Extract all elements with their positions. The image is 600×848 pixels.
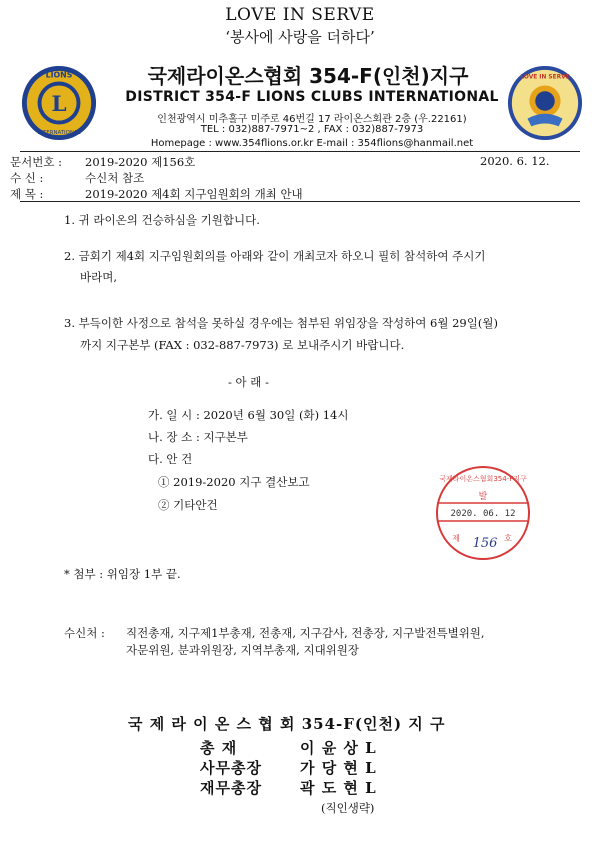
paragraph-2-line-2: 바라며, bbox=[80, 270, 117, 284]
signature-secretary-name: 가 당 현 L bbox=[300, 759, 377, 777]
svg-text:제: 제 bbox=[452, 534, 460, 543]
seal-omitted-note: (직인생략) bbox=[321, 801, 375, 815]
paragraph-3-line-2: 까지 지구본부 (FAX : 032-887-7973) 로 보내주시기 바랍니다. bbox=[80, 338, 405, 352]
doc-date: 2020. 6. 12. bbox=[480, 154, 550, 168]
agenda-item-1: ① 2019-2020 지구 결산보고 bbox=[158, 475, 310, 489]
paragraph-1: 1. 귀 라이온의 건승하심을 기원합니다. bbox=[64, 213, 260, 227]
subject: 2019-2020 제4회 지구임원회의 개최 안내 bbox=[85, 187, 303, 201]
cc-line-1: 직전총재, 지구제1부총재, 전총재, 지구감사, 전총장, 지구발전특별위원, bbox=[126, 626, 485, 640]
motto-english: LOVE IN SERVE bbox=[225, 5, 375, 25]
org-name-english: DISTRICT 354-F LIONS CLUBS INTERNATIONAL bbox=[125, 89, 499, 105]
item-agenda: 다. 안 건 bbox=[148, 452, 193, 466]
agenda-item-2: ② 기타안건 bbox=[158, 498, 218, 512]
svg-text:INTERNATIONAL: INTERNATIONAL bbox=[37, 130, 81, 137]
svg-text:2020. 06. 12: 2020. 06. 12 bbox=[450, 509, 516, 519]
motto-korean: ‘봉사에 사랑을 더하다’ bbox=[225, 28, 375, 46]
official-receipt-stamp bbox=[428, 463, 538, 563]
signature-president-name: 이 윤 상 L bbox=[300, 739, 377, 757]
subject-row bbox=[10, 186, 303, 202]
address: 인천광역시 미추홀구 미주로 46번길 17 라이온스회관 2층 (우.22161) bbox=[157, 114, 467, 125]
cc-label: 수신처 : bbox=[64, 626, 105, 640]
recipient-row bbox=[10, 170, 144, 186]
svg-text:발: 발 bbox=[478, 492, 488, 502]
doc-number-label: 문서번호 : bbox=[10, 155, 62, 169]
signature-treasurer-title: 재무총장 bbox=[200, 779, 262, 797]
below-heading: - 아 래 - bbox=[228, 375, 269, 389]
meta-divider bbox=[20, 201, 580, 202]
lions-emblem-logo bbox=[20, 64, 98, 142]
svg-text:국제라이온스협회354-F지구: 국제라이온스협회354-F지구 bbox=[439, 475, 527, 483]
signature-president-title: 총 재 bbox=[200, 739, 238, 757]
paragraph-3-line-1: 3. 부득이한 사정으로 참석을 못하실 경우에는 첨부된 위임장을 작성하여 6월 29일(월) bbox=[64, 316, 498, 330]
doc-number-row bbox=[10, 154, 195, 170]
item-place: 나. 장 소 : 지구본부 bbox=[148, 430, 248, 444]
attachment-line: * 첨부 : 위임장 1부 끝. bbox=[64, 567, 181, 581]
item-datetime: 가. 일 시 : 2020년 6월 30일 (화) 14시 bbox=[148, 408, 349, 422]
homepage-email: Homepage : www.354flions.or.kr E-mail : 354flions@hanmail.net bbox=[150, 138, 474, 149]
tel-fax: TEL : 032)887-7971~2 , FAX : 032)887-7973 bbox=[200, 124, 424, 135]
org-name-korean: 국제라이온스협회 354-F(인천)지구 bbox=[147, 64, 469, 88]
svg-text:호: 호 bbox=[504, 534, 512, 543]
cc-line-2: 자문위원, 분과위원장, 지역부총재, 지대위원장 bbox=[126, 643, 360, 657]
svg-text:LIONS: LIONS bbox=[45, 70, 73, 80]
recipient-label: 수 신 : bbox=[10, 171, 44, 185]
doc-number: 2019-2020 제156호 bbox=[85, 155, 196, 169]
signature-secretary-title: 사무총장 bbox=[200, 759, 262, 777]
svg-text:156: 156 bbox=[472, 536, 498, 551]
love-in-serve-logo bbox=[506, 64, 584, 142]
svg-text:L: L bbox=[51, 91, 67, 117]
paragraph-2-line-1: 2. 금회기 제4회 지구임원회의를 아래와 같이 개최코자 하오니 필히 참석하여 주시기 bbox=[64, 249, 486, 263]
header-divider bbox=[20, 151, 580, 152]
signature-treasurer-name: 곽 도 현 L bbox=[300, 779, 377, 797]
recipient: 수신처 참조 bbox=[85, 171, 145, 185]
signature-org: 국 제 라 이 온 스 협 회 354-F(인천) 지 구 bbox=[128, 715, 446, 733]
subject-label: 제 목 : bbox=[10, 187, 44, 201]
svg-text:LOVE IN SERVE: LOVE IN SERVE bbox=[520, 74, 570, 81]
